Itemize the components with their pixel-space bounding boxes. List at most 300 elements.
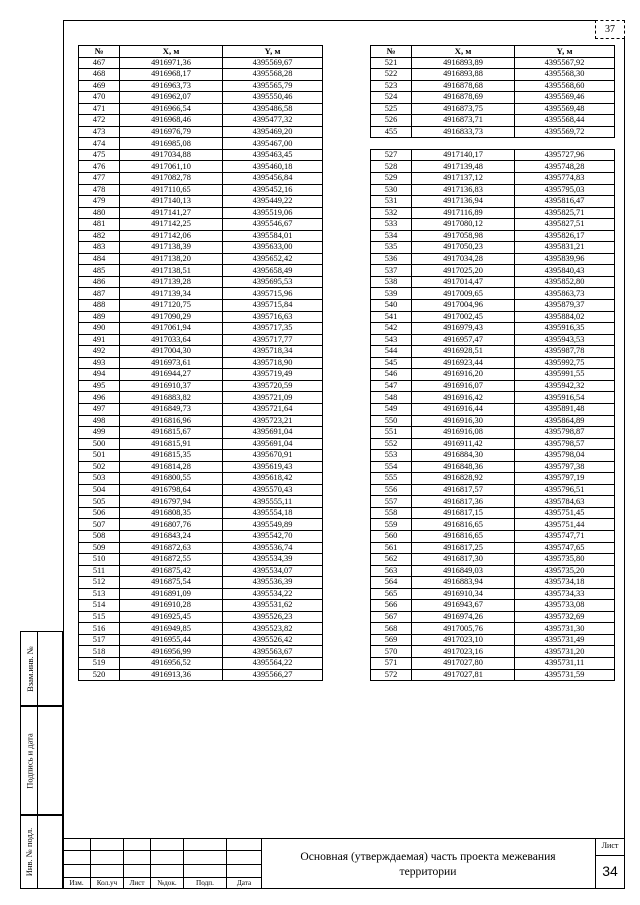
point-number-cell: 487 xyxy=(79,288,120,300)
x-coordinate-cell: 4917009,65 xyxy=(412,288,515,300)
table-row xyxy=(371,484,615,496)
table-row xyxy=(371,554,615,566)
x-coordinate-cell: 4917090,29 xyxy=(120,311,223,323)
table-row xyxy=(79,427,323,439)
table-row xyxy=(79,138,323,150)
x-coordinate-cell: 4917004,30 xyxy=(120,346,223,358)
point-number-cell: 539 xyxy=(371,288,412,300)
y-coordinate-cell: 4395796,51 xyxy=(515,484,615,496)
y-coordinate-cell: 4395942,32 xyxy=(515,380,615,392)
point-number-cell: 549 xyxy=(371,403,412,415)
point-number-cell: 563 xyxy=(371,565,412,577)
point-number-cell: 467 xyxy=(79,57,120,69)
table-row xyxy=(371,276,615,288)
x-coordinate-cell: 4916808,35 xyxy=(120,507,223,519)
x-coordinate-cell: 4917139,28 xyxy=(120,276,223,288)
x-coordinate-cell: 4916872,55 xyxy=(120,554,223,566)
table-row xyxy=(371,196,615,208)
x-coordinate-cell: 4917138,39 xyxy=(120,242,223,254)
y-coordinate-cell: 4395658,49 xyxy=(223,265,323,277)
y-coordinate-cell: 4395747,71 xyxy=(515,530,615,542)
x-coordinate-cell: 4916873,71 xyxy=(412,115,515,127)
sheet-number: 34 xyxy=(602,863,618,879)
x-coordinate-cell: 4916816,65 xyxy=(412,519,515,531)
table-row xyxy=(79,115,323,127)
column-header-number: № xyxy=(79,46,120,58)
table-row xyxy=(371,173,615,185)
y-coordinate-cell: 4395731,30 xyxy=(515,623,615,635)
point-number-cell: 525 xyxy=(371,103,412,115)
x-coordinate-cell: 4916916,08 xyxy=(412,427,515,439)
x-coordinate-cell: 4916883,94 xyxy=(412,577,515,589)
table-row xyxy=(371,403,615,415)
point-number-cell: 493 xyxy=(79,357,120,369)
y-coordinate-cell: 4395456,84 xyxy=(223,173,323,185)
x-coordinate-cell: 4916848,36 xyxy=(412,461,515,473)
x-coordinate-cell: 4916916,44 xyxy=(412,403,515,415)
stamp-replaced-inventory xyxy=(20,631,63,706)
page-number-badge: 37 xyxy=(595,20,625,39)
table-row xyxy=(371,126,615,138)
point-number-cell: 529 xyxy=(371,173,412,185)
y-coordinate-cell: 4395633,00 xyxy=(223,242,323,254)
x-coordinate-cell: 4916910,28 xyxy=(120,600,223,612)
point-number-cell: 481 xyxy=(79,219,120,231)
point-number-cell: 495 xyxy=(79,380,120,392)
y-coordinate-cell: 4395569,67 xyxy=(223,57,323,69)
x-coordinate-cell: 4916916,20 xyxy=(412,369,515,381)
y-coordinate-cell: 4395721,64 xyxy=(223,403,323,415)
x-coordinate-cell: 4917023,10 xyxy=(412,634,515,646)
x-coordinate-cell: 4916797,94 xyxy=(120,496,223,508)
point-number-cell: 569 xyxy=(371,634,412,646)
y-coordinate-cell: 4395943,53 xyxy=(515,334,615,346)
y-coordinate-cell: 4395618,42 xyxy=(223,473,323,485)
x-coordinate-cell: 4916925,45 xyxy=(120,611,223,623)
x-coordinate-cell: 4916893,88 xyxy=(412,69,515,81)
x-coordinate-cell: 4916956,99 xyxy=(120,646,223,658)
x-coordinate-cell: 4916916,42 xyxy=(412,392,515,404)
x-coordinate-cell: 4917061,10 xyxy=(120,161,223,173)
x-coordinate-cell: 4917080,12 xyxy=(412,219,515,231)
y-coordinate-cell: 4395718,90 xyxy=(223,357,323,369)
y-coordinate-cell: 4395695,53 xyxy=(223,276,323,288)
x-coordinate-cell: 4916962,07 xyxy=(120,92,223,104)
y-coordinate-cell: 4395798,87 xyxy=(515,427,615,439)
x-coordinate-cell: 4916828,92 xyxy=(412,473,515,485)
table-row xyxy=(371,149,615,161)
y-coordinate-cell: 4395734,33 xyxy=(515,588,615,600)
table-row xyxy=(371,600,615,612)
point-number-cell: 501 xyxy=(79,450,120,462)
point-number-cell: 561 xyxy=(371,542,412,554)
y-coordinate-cell: 4395717,35 xyxy=(223,323,323,335)
y-coordinate-cell: 4395569,72 xyxy=(515,126,615,138)
x-coordinate-cell: 4916816,96 xyxy=(120,415,223,427)
title-block xyxy=(63,838,625,889)
y-coordinate-cell: 4395569,48 xyxy=(515,103,615,115)
point-number-cell: 489 xyxy=(79,311,120,323)
table-row xyxy=(79,346,323,358)
x-coordinate-cell: 4917110,65 xyxy=(120,184,223,196)
point-number-cell: 572 xyxy=(371,669,412,681)
point-number-cell: 541 xyxy=(371,311,412,323)
table-row xyxy=(371,450,615,462)
point-number-cell: 567 xyxy=(371,611,412,623)
point-number-cell: 455 xyxy=(371,126,412,138)
table-row xyxy=(79,126,323,138)
point-number-cell: 552 xyxy=(371,438,412,450)
point-number-cell: 488 xyxy=(79,300,120,312)
y-coordinate-cell: 4395570,43 xyxy=(223,484,323,496)
coordinates-table-right xyxy=(370,45,615,681)
point-number-cell: 504 xyxy=(79,484,120,496)
table-row xyxy=(79,542,323,554)
table-row xyxy=(371,80,615,92)
y-coordinate-cell: 4395652,42 xyxy=(223,253,323,265)
table-row xyxy=(79,311,323,323)
point-number-cell: 547 xyxy=(371,380,412,392)
point-number-cell: 497 xyxy=(79,403,120,415)
table-row xyxy=(79,184,323,196)
table-row xyxy=(371,438,615,450)
point-number-cell: 536 xyxy=(371,253,412,265)
y-coordinate-cell: 4395531,62 xyxy=(223,600,323,612)
y-coordinate-cell: 4395486,58 xyxy=(223,103,323,115)
y-coordinate-cell: 4395534,22 xyxy=(223,588,323,600)
x-coordinate-cell: 4916944,27 xyxy=(120,369,223,381)
table-row xyxy=(79,69,323,81)
point-number-cell: 551 xyxy=(371,427,412,439)
table-row xyxy=(79,219,323,231)
point-number-cell: 522 xyxy=(371,69,412,81)
x-coordinate-cell: 4917002,45 xyxy=(412,311,515,323)
point-number-cell: 530 xyxy=(371,184,412,196)
tb-header-sheet: Лист xyxy=(129,879,145,887)
x-coordinate-cell: 4916910,34 xyxy=(412,588,515,600)
y-coordinate-cell: 4395550,46 xyxy=(223,92,323,104)
point-number-cell: 559 xyxy=(371,519,412,531)
x-coordinate-cell: 4916883,82 xyxy=(120,392,223,404)
table-row xyxy=(371,92,615,104)
y-coordinate-cell: 4395463,45 xyxy=(223,149,323,161)
x-coordinate-cell: 4916963,73 xyxy=(120,80,223,92)
point-number-cell: 505 xyxy=(79,496,120,508)
y-coordinate-cell: 4395566,27 xyxy=(223,669,323,681)
point-number-cell: 472 xyxy=(79,115,120,127)
y-coordinate-cell: 4395916,54 xyxy=(515,392,615,404)
point-number-cell: 512 xyxy=(79,577,120,589)
point-number-cell: 557 xyxy=(371,496,412,508)
point-number-cell: 520 xyxy=(79,669,120,681)
x-coordinate-cell: 4916849,03 xyxy=(412,565,515,577)
point-number-cell: 499 xyxy=(79,427,120,439)
x-coordinate-cell: 4916815,67 xyxy=(120,427,223,439)
y-coordinate-cell: 4395798,04 xyxy=(515,450,615,462)
point-number-cell: 566 xyxy=(371,600,412,612)
y-coordinate-cell: 4395723,21 xyxy=(223,415,323,427)
x-coordinate-cell: 4916800,55 xyxy=(120,473,223,485)
table-row xyxy=(371,138,615,150)
table-row xyxy=(371,103,615,115)
table-row xyxy=(371,530,615,542)
x-coordinate-cell: 4916843,24 xyxy=(120,530,223,542)
table-row xyxy=(371,392,615,404)
document-title xyxy=(261,838,595,889)
y-coordinate-cell: 4395891,48 xyxy=(515,403,615,415)
table-row xyxy=(79,438,323,450)
y-coordinate-cell: 4395992,75 xyxy=(515,357,615,369)
table-row xyxy=(79,530,323,542)
table-row xyxy=(79,80,323,92)
point-number-cell: 473 xyxy=(79,126,120,138)
table-row xyxy=(371,646,615,658)
table-row xyxy=(79,196,323,208)
table-row xyxy=(371,611,615,623)
y-coordinate-cell: 4395727,96 xyxy=(515,149,615,161)
table-row xyxy=(371,334,615,346)
table-row xyxy=(79,554,323,566)
table-row xyxy=(79,646,323,658)
y-coordinate-cell: 4395715,96 xyxy=(223,288,323,300)
x-coordinate-cell: 4917025,20 xyxy=(412,265,515,277)
table-row xyxy=(371,288,615,300)
table-row xyxy=(79,507,323,519)
x-coordinate-cell: 4917058,98 xyxy=(412,230,515,242)
point-number-cell: 490 xyxy=(79,323,120,335)
point-number-cell: 535 xyxy=(371,242,412,254)
y-coordinate-cell: 4395735,20 xyxy=(515,565,615,577)
y-coordinate-cell: 4395477,32 xyxy=(223,115,323,127)
point-number-cell: 486 xyxy=(79,276,120,288)
column-header-x: X, м xyxy=(120,46,223,58)
table-row xyxy=(79,207,323,219)
point-number-cell: 537 xyxy=(371,265,412,277)
y-coordinate-cell: 4395569,46 xyxy=(515,92,615,104)
x-coordinate-cell: 4916955,44 xyxy=(120,634,223,646)
y-coordinate-cell: 4395670,91 xyxy=(223,450,323,462)
column-header-x: X, м xyxy=(412,46,515,58)
y-coordinate-cell: 4395467,00 xyxy=(223,138,323,150)
point-number-cell: 568 xyxy=(371,623,412,635)
x-coordinate-cell: 4916966,54 xyxy=(120,103,223,115)
y-coordinate-cell: 4395751,44 xyxy=(515,519,615,531)
x-coordinate-cell: 4917005,76 xyxy=(412,623,515,635)
table-row xyxy=(79,657,323,669)
y-coordinate-cell: 4395826,17 xyxy=(515,230,615,242)
table-row xyxy=(79,173,323,185)
x-coordinate-cell: 4916833,73 xyxy=(412,126,515,138)
y-coordinate-cell: 4395720,59 xyxy=(223,380,323,392)
point-number-cell: 518 xyxy=(79,646,120,658)
tb-header-signature: Подп. xyxy=(196,879,214,887)
table-row xyxy=(79,161,323,173)
point-number-cell: 538 xyxy=(371,276,412,288)
x-coordinate-cell: 4917139,48 xyxy=(412,161,515,173)
column-header-y: Y, м xyxy=(223,46,323,58)
point-number-cell: 560 xyxy=(371,530,412,542)
x-coordinate-cell: 4916971,36 xyxy=(120,57,223,69)
point-number-cell: 471 xyxy=(79,103,120,115)
y-coordinate-cell: 4395784,63 xyxy=(515,496,615,508)
y-coordinate-cell: 4395825,71 xyxy=(515,207,615,219)
table-row xyxy=(371,577,615,589)
table-row xyxy=(79,92,323,104)
x-coordinate-cell: 4916913,36 xyxy=(120,669,223,681)
x-coordinate-cell: 4916878,68 xyxy=(412,80,515,92)
x-coordinate-cell: 4916814,28 xyxy=(120,461,223,473)
x-coordinate-cell: 4917136,83 xyxy=(412,184,515,196)
x-coordinate-cell: 4916891,09 xyxy=(120,588,223,600)
point-number-cell: 510 xyxy=(79,554,120,566)
x-coordinate-cell: 4916873,75 xyxy=(412,103,515,115)
x-coordinate-cell: 4917139,34 xyxy=(120,288,223,300)
point-number-cell: 484 xyxy=(79,253,120,265)
point-number-cell: 523 xyxy=(371,80,412,92)
table-row xyxy=(79,230,323,242)
table-row xyxy=(79,496,323,508)
x-coordinate-cell: 4916949,85 xyxy=(120,623,223,635)
point-number-cell: 513 xyxy=(79,588,120,600)
y-coordinate-cell: 4395827,51 xyxy=(515,219,615,231)
x-coordinate-cell: 4916884,30 xyxy=(412,450,515,462)
x-coordinate-cell: 4916872,63 xyxy=(120,542,223,554)
y-coordinate-cell: 4395816,47 xyxy=(515,196,615,208)
point-number-cell: 565 xyxy=(371,588,412,600)
table-row xyxy=(79,369,323,381)
y-coordinate-cell: 4395721,09 xyxy=(223,392,323,404)
stamp-original-inventory xyxy=(20,815,63,889)
y-coordinate-cell: 4395619,43 xyxy=(223,461,323,473)
point-number-cell: 570 xyxy=(371,646,412,658)
table-row xyxy=(371,357,615,369)
y-coordinate-cell: 4395719,49 xyxy=(223,369,323,381)
y-coordinate-cell: 4395536,74 xyxy=(223,542,323,554)
point-number-cell: 503 xyxy=(79,473,120,485)
x-coordinate-cell: 4916798,64 xyxy=(120,484,223,496)
x-coordinate-cell: 4916916,30 xyxy=(412,415,515,427)
point-number-cell: 479 xyxy=(79,196,120,208)
y-coordinate-cell: 4395731,59 xyxy=(515,669,615,681)
table-row xyxy=(371,253,615,265)
y-coordinate-cell: 4395797,38 xyxy=(515,461,615,473)
point-number-cell: 494 xyxy=(79,369,120,381)
y-coordinate-cell: 4395839,96 xyxy=(515,253,615,265)
table-row xyxy=(79,265,323,277)
x-coordinate-cell: 4916816,65 xyxy=(412,530,515,542)
table-row xyxy=(79,565,323,577)
y-coordinate-cell: 4395987,78 xyxy=(515,346,615,358)
point-number-cell: 474 xyxy=(79,138,120,150)
table-row xyxy=(79,103,323,115)
x-coordinate-cell: 4916815,91 xyxy=(120,438,223,450)
table-row xyxy=(79,484,323,496)
tb-header-date: Дата xyxy=(236,879,252,887)
x-coordinate-cell: 4917136,94 xyxy=(412,196,515,208)
point-number-cell: 515 xyxy=(79,611,120,623)
point-number-cell: 470 xyxy=(79,92,120,104)
point-number-cell: 477 xyxy=(79,173,120,185)
point-number-cell: 562 xyxy=(371,554,412,566)
point-number-cell: 483 xyxy=(79,242,120,254)
x-coordinate-cell: 4917141,27 xyxy=(120,207,223,219)
y-coordinate-cell: 4395536,39 xyxy=(223,577,323,589)
x-coordinate-cell: 4916910,37 xyxy=(120,380,223,392)
table-row xyxy=(79,461,323,473)
table-row xyxy=(79,149,323,161)
y-coordinate-cell: 4395519,06 xyxy=(223,207,323,219)
y-coordinate-cell: 4395534,07 xyxy=(223,565,323,577)
table-row xyxy=(371,623,615,635)
point-number-cell: 502 xyxy=(79,461,120,473)
y-coordinate-cell: 4395567,92 xyxy=(515,57,615,69)
point-number-cell: 492 xyxy=(79,346,120,358)
table-row xyxy=(79,57,323,69)
table-row xyxy=(371,657,615,669)
x-coordinate-cell: 4917027,80 xyxy=(412,657,515,669)
column-header-y: Y, м xyxy=(515,46,615,58)
y-coordinate-cell: 4395879,37 xyxy=(515,300,615,312)
x-coordinate-cell: 4917138,51 xyxy=(120,265,223,277)
x-coordinate-cell: 4916916,07 xyxy=(412,380,515,392)
x-coordinate-cell: 4916911,42 xyxy=(412,438,515,450)
table-row xyxy=(371,161,615,173)
x-coordinate-cell: 4917138,20 xyxy=(120,253,223,265)
x-coordinate-cell: 4916968,17 xyxy=(120,69,223,81)
y-coordinate-cell: 4395715,84 xyxy=(223,300,323,312)
point-number-cell: 543 xyxy=(371,334,412,346)
point-number-cell: 526 xyxy=(371,115,412,127)
y-coordinate-cell: 4395469,20 xyxy=(223,126,323,138)
x-coordinate-cell: 4917027,81 xyxy=(412,669,515,681)
table-row xyxy=(371,519,615,531)
table-row xyxy=(371,565,615,577)
x-coordinate-cell: 4916817,15 xyxy=(412,507,515,519)
table-header-row xyxy=(79,46,323,58)
point-number-cell: 555 xyxy=(371,473,412,485)
stamp-label-original-inventory: Инв. № подл. xyxy=(24,827,35,877)
y-coordinate-cell: 4395732,69 xyxy=(515,611,615,623)
table-row xyxy=(371,230,615,242)
coordinates-table-left xyxy=(78,45,323,681)
point-number-cell: 491 xyxy=(79,334,120,346)
x-coordinate-cell: 4917061,94 xyxy=(120,323,223,335)
table-row xyxy=(371,461,615,473)
point-number-cell: 554 xyxy=(371,461,412,473)
y-coordinate-cell: 4395731,11 xyxy=(515,657,615,669)
point-number-cell: 498 xyxy=(79,415,120,427)
x-coordinate-cell: 4916817,30 xyxy=(412,554,515,566)
y-coordinate-cell: 4395991,55 xyxy=(515,369,615,381)
table-row xyxy=(371,265,615,277)
y-coordinate-cell: 4395549,89 xyxy=(223,519,323,531)
tb-header-count: Кол.уч xyxy=(96,879,118,887)
y-coordinate-cell: 4395542,70 xyxy=(223,530,323,542)
x-coordinate-cell: 4916817,57 xyxy=(412,484,515,496)
sheet-label: Лист xyxy=(601,841,619,850)
y-coordinate-cell: 4395564,22 xyxy=(223,657,323,669)
table-row xyxy=(371,219,615,231)
x-coordinate-cell: 4917034,88 xyxy=(120,149,223,161)
y-coordinate-cell: 4395733,08 xyxy=(515,600,615,612)
y-coordinate-cell: 4395734,18 xyxy=(515,577,615,589)
table-row xyxy=(371,507,615,519)
point-number-cell: 500 xyxy=(79,438,120,450)
x-coordinate-cell: 4917033,64 xyxy=(120,334,223,346)
y-coordinate-cell: 4395831,21 xyxy=(515,242,615,254)
x-coordinate-cell: 4916976,79 xyxy=(120,126,223,138)
point-number-cell: 571 xyxy=(371,657,412,669)
